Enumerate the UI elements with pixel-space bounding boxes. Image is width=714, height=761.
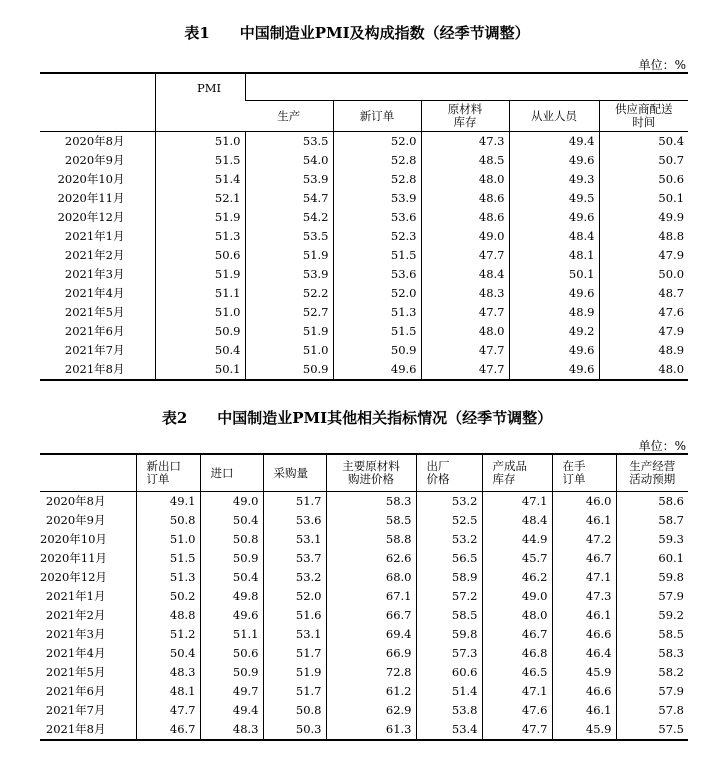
- table1-cell: 51.3: [333, 303, 421, 322]
- table2-cell: 56.5: [416, 549, 482, 568]
- table1-cell: 54.2: [245, 208, 333, 227]
- table1-row-month: 2020年12月: [57, 210, 125, 224]
- table2-cell: 45.7: [482, 549, 552, 568]
- table1-cell: 52.8: [333, 151, 421, 170]
- table2-cell: 51.9: [263, 663, 326, 682]
- table1-row-month: 2021年7月: [64, 343, 125, 357]
- table2-cell: 60.6: [416, 663, 482, 682]
- table2-cell: 66.7: [326, 606, 416, 625]
- table1-body: [40, 132, 688, 381]
- table1-cell: 49.6: [509, 341, 599, 360]
- table2-cell: 46.5: [482, 663, 552, 682]
- table2-cell: 50.4: [200, 511, 263, 530]
- table2-cell: 50.8: [200, 530, 263, 549]
- table2-cell: 69.4: [326, 625, 416, 644]
- table2-header-finished-goods-inventory: 产成品 库存: [482, 454, 552, 492]
- table2-cell: 58.3: [326, 492, 416, 512]
- table2-row: [40, 701, 688, 720]
- table2-cell: 61.2: [326, 682, 416, 701]
- table2-cell: 67.1: [326, 587, 416, 606]
- table2-cell: 52.0: [263, 587, 326, 606]
- table1-cell: 48.6: [421, 189, 509, 208]
- table2-cell: 48.1: [136, 682, 200, 701]
- table1-row: [40, 189, 688, 208]
- table2-row-month: 2020年12月: [40, 570, 107, 584]
- table2-cell: 58.7: [616, 511, 688, 530]
- table2-cell: 72.8: [326, 663, 416, 682]
- table1-row-month: 2021年2月: [64, 248, 125, 262]
- table2-row: [40, 549, 688, 568]
- table2-cell: 53.2: [416, 492, 482, 512]
- table2-cell: 49.0: [482, 587, 552, 606]
- table1-cell: 48.0: [421, 322, 509, 341]
- table1-cell: 48.3: [421, 284, 509, 303]
- table1-row: [40, 265, 688, 284]
- table2-cell: 51.7: [263, 492, 326, 512]
- table2-cell: 48.4: [482, 511, 552, 530]
- table1-cell: 52.2: [245, 284, 333, 303]
- table2-cell: 53.2: [416, 530, 482, 549]
- table2-cell: 57.5: [616, 720, 688, 740]
- table1-cell: 53.6: [333, 265, 421, 284]
- table2-cell: 49.6: [200, 606, 263, 625]
- table2-cell: 47.7: [482, 720, 552, 740]
- table2-cell: 59.2: [616, 606, 688, 625]
- table2-row: [40, 682, 688, 701]
- table2-cell: 59.3: [616, 530, 688, 549]
- table2-cell: 51.5: [136, 549, 200, 568]
- table2-cell: 53.1: [263, 530, 326, 549]
- table2-body: [40, 492, 688, 741]
- table2-cell: 46.1: [552, 511, 616, 530]
- table1: [40, 72, 688, 381]
- table2-cell: 46.4: [552, 644, 616, 663]
- table2-cell: 68.0: [326, 568, 416, 587]
- table2-header-output-prices: 出厂 价格: [416, 454, 482, 492]
- table2-title: 表2 中国制造业PMI其他相关指标情况（经季节调整）: [161, 409, 553, 427]
- table2-row-month: 2021年4月: [45, 646, 106, 660]
- table2-cell: 58.5: [616, 625, 688, 644]
- table2-row-month: 2021年8月: [45, 722, 106, 736]
- table1-cell: 49.5: [509, 189, 599, 208]
- table2-cell: 53.1: [263, 625, 326, 644]
- table1-cell: 52.1: [155, 189, 245, 208]
- table2-cell: 58.2: [616, 663, 688, 682]
- table2-header-backlog-orders: 在手 订单: [552, 454, 616, 492]
- table1-cell: 51.0: [155, 303, 245, 322]
- table2-cell: 50.2: [136, 587, 200, 606]
- table2-unit: 单位：%: [638, 439, 686, 453]
- table1-header-new-orders: 新订单: [333, 101, 421, 132]
- table2-header-purchase-quantity: 采购量: [263, 454, 326, 492]
- table1-row: [40, 322, 688, 341]
- table2-cell: 51.4: [416, 682, 482, 701]
- table1-cell: 50.1: [155, 360, 245, 380]
- table1-cell: 47.7: [421, 341, 509, 360]
- table1-row: [40, 227, 688, 246]
- table2-cell: 46.1: [552, 701, 616, 720]
- table2-row: [40, 511, 688, 530]
- table1-row: [40, 208, 688, 227]
- table2-cell: 50.3: [263, 720, 326, 740]
- table1-cell: 51.9: [245, 322, 333, 341]
- table2-header-business-expectations: 生产经营 活动预期: [616, 454, 688, 492]
- table1-header: [40, 73, 688, 132]
- table2-cell: 51.1: [200, 625, 263, 644]
- table1-cell: 47.7: [421, 303, 509, 322]
- table2-cell: 48.3: [200, 720, 263, 740]
- table1-cell: 50.6: [155, 246, 245, 265]
- table1-cell: 48.9: [509, 303, 599, 322]
- table2-cell: 57.9: [616, 682, 688, 701]
- table2-row-month: 2020年11月: [40, 551, 107, 565]
- table1-row-month: 2020年8月: [40, 132, 155, 152]
- table2-cell: 58.9: [416, 568, 482, 587]
- table2-cell: 66.9: [326, 644, 416, 663]
- table1-cell: 48.4: [421, 265, 509, 284]
- table2-row: [40, 530, 688, 549]
- table2-cell: 58.3: [616, 644, 688, 663]
- table1-cell: 48.7: [599, 284, 688, 303]
- table2-cell: 44.9: [482, 530, 552, 549]
- table2-cell: 50.8: [136, 511, 200, 530]
- table2-cell: 51.2: [136, 625, 200, 644]
- table1-header-employment: 从业人员: [509, 101, 599, 132]
- table2-cell: 57.2: [416, 587, 482, 606]
- table2-cell: 53.7: [263, 549, 326, 568]
- table2-header-new-export-orders: 新出口 订单: [136, 454, 200, 492]
- table1-row-month: 2021年6月: [64, 324, 125, 338]
- table2-row: [40, 625, 688, 644]
- table1-cell: 51.5: [333, 246, 421, 265]
- table2-cell: 45.9: [552, 720, 616, 740]
- table2-cell: 47.1: [482, 492, 552, 512]
- table1-cell: 52.7: [245, 303, 333, 322]
- table1-row: [40, 284, 688, 303]
- table1-unit: 单位：%: [638, 58, 686, 72]
- table2-cell: 53.6: [263, 511, 326, 530]
- table2-cell: 49.1: [136, 492, 200, 512]
- table1-cell: 53.5: [245, 132, 333, 152]
- table2-cell: 53.8: [416, 701, 482, 720]
- table2-row-month: 2021年7月: [45, 703, 106, 717]
- table2-row: [40, 587, 688, 606]
- table1-row: [40, 132, 688, 152]
- table2-cell: 46.6: [552, 682, 616, 701]
- table2-cell: 51.7: [263, 682, 326, 701]
- table1-cell: 49.6: [509, 360, 599, 380]
- table1-cell: 52.0: [333, 284, 421, 303]
- table1-row-month: 2020年10月: [57, 172, 125, 186]
- table2-cell: 46.1: [552, 606, 616, 625]
- table1-row-month: 2021年8月: [64, 362, 125, 376]
- table1-row-month: 2021年1月: [64, 229, 125, 243]
- table2-row-month: 2021年3月: [45, 627, 106, 641]
- table2-row: [40, 663, 688, 682]
- table2-cell: 50.9: [200, 549, 263, 568]
- table1-cell: 48.5: [421, 151, 509, 170]
- table2-cell: 48.3: [136, 663, 200, 682]
- table1-cell: 52.0: [333, 132, 421, 152]
- table2-cell: 46.7: [552, 549, 616, 568]
- table1-cell: 50.0: [599, 265, 688, 284]
- table2-cell: 57.9: [616, 587, 688, 606]
- table2-cell: 53.4: [416, 720, 482, 740]
- table1-row: [40, 303, 688, 322]
- table1-cell: 47.7: [421, 246, 509, 265]
- table1-cell: 48.8: [599, 227, 688, 246]
- table1-row-month: 2021年4月: [64, 286, 125, 300]
- table1-cell: 51.0: [245, 341, 333, 360]
- table2-cell: 53.2: [263, 568, 326, 587]
- table1-cell: 53.9: [245, 265, 333, 284]
- table1-cell: 50.4: [599, 132, 688, 152]
- table1-cell: 48.6: [421, 208, 509, 227]
- table1-cell: 53.6: [333, 208, 421, 227]
- table1-cell: 51.1: [155, 284, 245, 303]
- table2-cell: 47.1: [552, 568, 616, 587]
- table1-cell: 47.9: [599, 246, 688, 265]
- table1-cell: 49.6: [509, 208, 599, 227]
- table1-cell: 50.4: [155, 341, 245, 360]
- table2-header-input-prices: 主要原材料 购进价格: [326, 454, 416, 492]
- table2-cell: 62.6: [326, 549, 416, 568]
- table1-cell: 51.9: [155, 208, 245, 227]
- table2-cell: 46.0: [552, 492, 616, 512]
- table2-cell: 62.9: [326, 701, 416, 720]
- table1-cell: 52.3: [333, 227, 421, 246]
- table1-cell: 51.0: [155, 132, 245, 152]
- table2-cell: 47.6: [482, 701, 552, 720]
- table2-cell: 46.7: [482, 625, 552, 644]
- table2-cell: 57.8: [616, 701, 688, 720]
- table1-cell: 49.2: [509, 322, 599, 341]
- table2-row-month: 2020年8月: [40, 492, 136, 512]
- table2-header: [40, 454, 688, 492]
- table2-row: [40, 492, 688, 512]
- table1-row: [40, 246, 688, 265]
- table1-header-pmi: PMI: [155, 73, 245, 132]
- table2-cell: 50.9: [200, 663, 263, 682]
- table1-row-month: 2021年5月: [64, 305, 125, 319]
- table2-cell: 45.9: [552, 663, 616, 682]
- table1-cell: 54.0: [245, 151, 333, 170]
- table2-cell: 46.6: [552, 625, 616, 644]
- table2-cell: 49.0: [200, 492, 263, 512]
- table1-row-month: 2020年11月: [57, 191, 125, 205]
- table1-cell: 50.9: [333, 341, 421, 360]
- table2-cell: 48.0: [482, 606, 552, 625]
- table1-cell: 47.6: [599, 303, 688, 322]
- table1-cell: 50.9: [155, 322, 245, 341]
- table1-row: [40, 341, 688, 360]
- table2-cell: 58.6: [616, 492, 688, 512]
- table1-cell: 48.9: [599, 341, 688, 360]
- table1-cell: 52.8: [333, 170, 421, 189]
- table1-cell: 51.3: [155, 227, 245, 246]
- table2-cell: 46.7: [136, 720, 200, 740]
- table1-cell: 47.9: [599, 322, 688, 341]
- table2-cell: 51.7: [263, 644, 326, 663]
- table2-cell: 58.8: [326, 530, 416, 549]
- table1-title: 表1 中国制造业PMI及构成指数（经季节调整）: [184, 24, 530, 42]
- table2-cell: 50.6: [200, 644, 263, 663]
- table2-header-imports: 进口: [200, 454, 263, 492]
- table1-cell: 51.9: [155, 265, 245, 284]
- table1-cell: 48.0: [599, 360, 688, 380]
- table2-cell: 51.6: [263, 606, 326, 625]
- table2-cell: 46.2: [482, 568, 552, 587]
- table1-cell: 49.3: [509, 170, 599, 189]
- table2-cell: 46.8: [482, 644, 552, 663]
- table2-cell: 50.4: [136, 644, 200, 663]
- table1-cell: 49.4: [509, 132, 599, 152]
- table1-cell: 50.9: [245, 360, 333, 380]
- table2-row-month: 2021年6月: [45, 684, 106, 698]
- table2-cell: 49.4: [200, 701, 263, 720]
- table1-cell: 49.6: [509, 284, 599, 303]
- table2-cell: 47.1: [482, 682, 552, 701]
- table1-header-production: 生产: [245, 101, 333, 132]
- table2-row-month: 2020年10月: [40, 532, 107, 546]
- table2-row: [40, 720, 688, 740]
- table2-cell: 47.7: [136, 701, 200, 720]
- table2: [40, 453, 688, 741]
- table1-cell: 50.1: [599, 189, 688, 208]
- table2-cell: 48.8: [136, 606, 200, 625]
- table1-cell: 49.6: [333, 360, 421, 380]
- table1-cell: 47.7: [421, 360, 509, 380]
- table2-cell: 57.3: [416, 644, 482, 663]
- table1-cell: 51.5: [333, 322, 421, 341]
- table1-cell: 51.4: [155, 170, 245, 189]
- table1-row: [40, 151, 688, 170]
- table1-row-month: 2021年3月: [64, 267, 125, 281]
- table1-row: [40, 170, 688, 189]
- table1-cell: 49.9: [599, 208, 688, 227]
- table1-header-raw-material-inventory: 原材料 库存: [421, 101, 509, 132]
- table1-header-supplier-delivery-time: 供应商配送 时间: [599, 101, 688, 132]
- table2-cell: 58.5: [326, 511, 416, 530]
- table1-cell: 53.9: [245, 170, 333, 189]
- table1-cell: 48.0: [421, 170, 509, 189]
- table1-cell: 51.5: [155, 151, 245, 170]
- table2-cell: 59.8: [416, 625, 482, 644]
- table2-cell: 61.3: [326, 720, 416, 740]
- table2-cell: 51.3: [136, 568, 200, 587]
- table1-cell: 49.6: [509, 151, 599, 170]
- table2-cell: 60.1: [616, 549, 688, 568]
- table1-cell: 53.9: [333, 189, 421, 208]
- table2-cell: 50.8: [263, 701, 326, 720]
- table1-row: [40, 360, 688, 380]
- table1-cell: 50.1: [509, 265, 599, 284]
- table2-cell: 50.4: [200, 568, 263, 587]
- table2-row-month: 2021年1月: [45, 589, 106, 603]
- table1-cell: 48.1: [509, 246, 599, 265]
- table1-cell: 50.6: [599, 170, 688, 189]
- table2-cell: 49.7: [200, 682, 263, 701]
- table1-cell: 47.3: [421, 132, 509, 152]
- table2-cell: 51.0: [136, 530, 200, 549]
- table2-cell: 59.8: [616, 568, 688, 587]
- table1-cell: 49.0: [421, 227, 509, 246]
- table1-cell: 48.4: [509, 227, 599, 246]
- table2-cell: 58.5: [416, 606, 482, 625]
- table1-cell: 50.7: [599, 151, 688, 170]
- table2-row: [40, 568, 688, 587]
- table2-cell: 49.8: [200, 587, 263, 606]
- table1-cell: 51.9: [245, 246, 333, 265]
- table1-cell: 53.5: [245, 227, 333, 246]
- table2-cell: 52.5: [416, 511, 482, 530]
- table2-row-month: 2020年9月: [45, 513, 106, 527]
- table1-cell: 54.7: [245, 189, 333, 208]
- table2-row-month: 2021年5月: [45, 665, 106, 679]
- table2-row: [40, 606, 688, 625]
- table2-row: [40, 644, 688, 663]
- table1-row-month: 2020年9月: [64, 153, 125, 167]
- table2-row-month: 2021年2月: [45, 608, 106, 622]
- table2-cell: 47.2: [552, 530, 616, 549]
- table2-cell: 47.3: [552, 587, 616, 606]
